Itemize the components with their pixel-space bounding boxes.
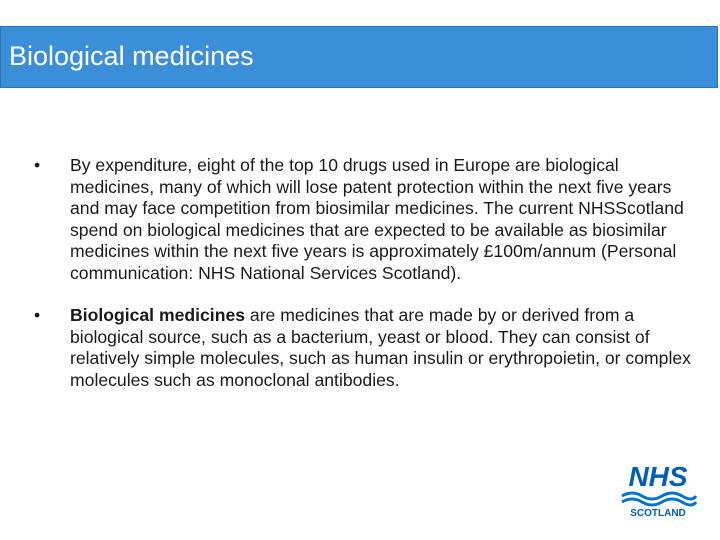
bullet-item: [34, 305, 694, 391]
nhs-scotland-logo: [616, 460, 700, 522]
bullet-marker: •: [34, 305, 41, 325]
logo-wave: [622, 499, 696, 505]
bullet-text: are medicines that are made by or derived from a biological source, such as a bacterium, yeast or blood. They can consist of relatively simple molecules, such as human insulin or erythropoietin, or complex molecules such as monoclonal antibodies.: [70, 305, 691, 390]
slide-title: Biological medicines: [9, 41, 254, 71]
logo-scotland-text: SCOTLAND: [630, 508, 686, 519]
bullet-marker: •: [34, 155, 41, 175]
bullet-text: By expenditure, eight of the top 10 drugs used in Europe are biological medicines, many of which will lose patent protection within the next five years and may face competition from biosimilar medicines. The current NHSScotland spend on biological medicines that are expected to be available as biosimilar medicines within the next five years is approximately £100m/annum (Personal communication: NHS National Services Scotland).: [70, 155, 684, 283]
bullet-lead: Biological medicines: [70, 305, 246, 325]
bullet-list: [34, 155, 694, 391]
logo-nhs-text: NHS: [628, 461, 688, 492]
bullet-item: [34, 155, 694, 284]
title-bar: [0, 26, 718, 88]
